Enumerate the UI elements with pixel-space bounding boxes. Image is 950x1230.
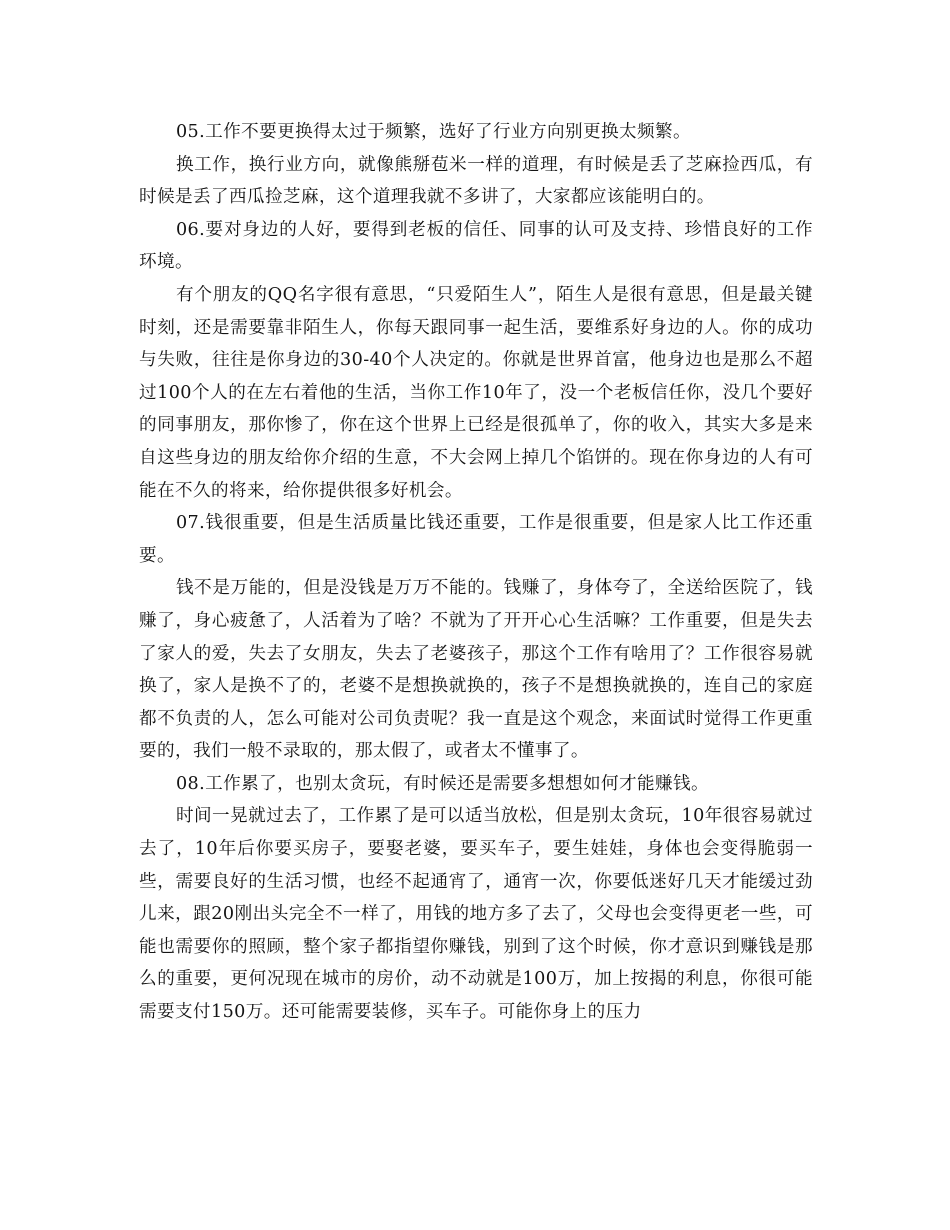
section-heading-06: 06.要对身边的人好，要得到老板的信任、同事的认可及支持、珍惜良好的工作环境。 xyxy=(139,219,813,273)
body-paragraph: 换工作，换行业方向，就像熊掰苞米一样的道理，有时候是丢了芝麻捡西瓜，有时候是丢了西瓜捡芝麻，这个道理我就不多讲了，大家都应该能明白的。 xyxy=(139,154,813,208)
article-body xyxy=(139,116,813,1029)
body-paragraph: 钱不是万能的，但是没钱是万万不能的。钱赚了，身体夸了，全送给医院了，钱赚了，身心疲惫了，人活着为了啥？不就为了开开心心生活嘛？工作重要，但是失去了家人的爱，失去了女朋友，失去了老婆孩子，那这个工作有啥用了？工作很容易就换了，家人是换不了的，老婆不是想换就换的，孩子不是想换就换的，连自己的家庭都不负责的人，怎么可能对公司负责呢？我一直是这个观念，来面试时觉得工作更重要的，我们一般不录取的，那太假了，或者太不懂事了。 xyxy=(139,578,813,762)
body-paragraph: 有个朋友的QQ名字很有意思，“只爱陌生人”，陌生人是很有意思，但是最关键时刻，还是需要靠非陌生人，你每天跟同事一起生活，要维系好身边的人。你的成功与失败，往往是你身边的30-40个人决定的。你就是世界首富，他身边也是那么不超过100个人的在左右着他的生活，当你工作10年了，没一个老板信任你，没几个要好的同事朋友，那你惨了，你在这个世界上已经是很孤单了，你的收入，其实大多是来自这些身边的朋友给你介绍的生意，不大会网上掉几个馅饼的。现在你身边的人有可能在不久的将来，给你提供很多好机会。 xyxy=(139,284,813,501)
body-paragraph: 时间一晃就过去了，工作累了是可以适当放松，但是别太贪玩，10年很容易就过去了，10年后你要买房子，要娶老婆，要买车子，要生娃娃，身体也会变得脆弱一些，需要良好的生活习惯，也经不起通宵了，通宵一次，你要低迷好几天才能缓过劲儿来，跟20刚出头完全不一样了，用钱的地方多了去了，父母也会变得更老一些，可能也需要你的照顾，整个家子都指望你赚钱，别到了这个时候，你才意识到赚钱是那么的重要，更何况现在城市的房价，动不动就是100万，加上按揭的利息，你很可能需要支付150万。还可能需要装修，买车子。可能你身上的压力 xyxy=(139,806,813,1023)
section-heading-08: 08.工作累了，也别太贪玩，有时候还是需要多想想如何才能赚钱。 xyxy=(175,773,709,794)
section-heading-07: 07.钱很重要，但是生活质量比钱还重要，工作是很重要，但是家人比工作还重要。 xyxy=(139,513,813,566)
section-heading-05: 05.工作不要更换得太过于频繁，选好了行业方向别更换太频繁。 xyxy=(175,122,691,142)
